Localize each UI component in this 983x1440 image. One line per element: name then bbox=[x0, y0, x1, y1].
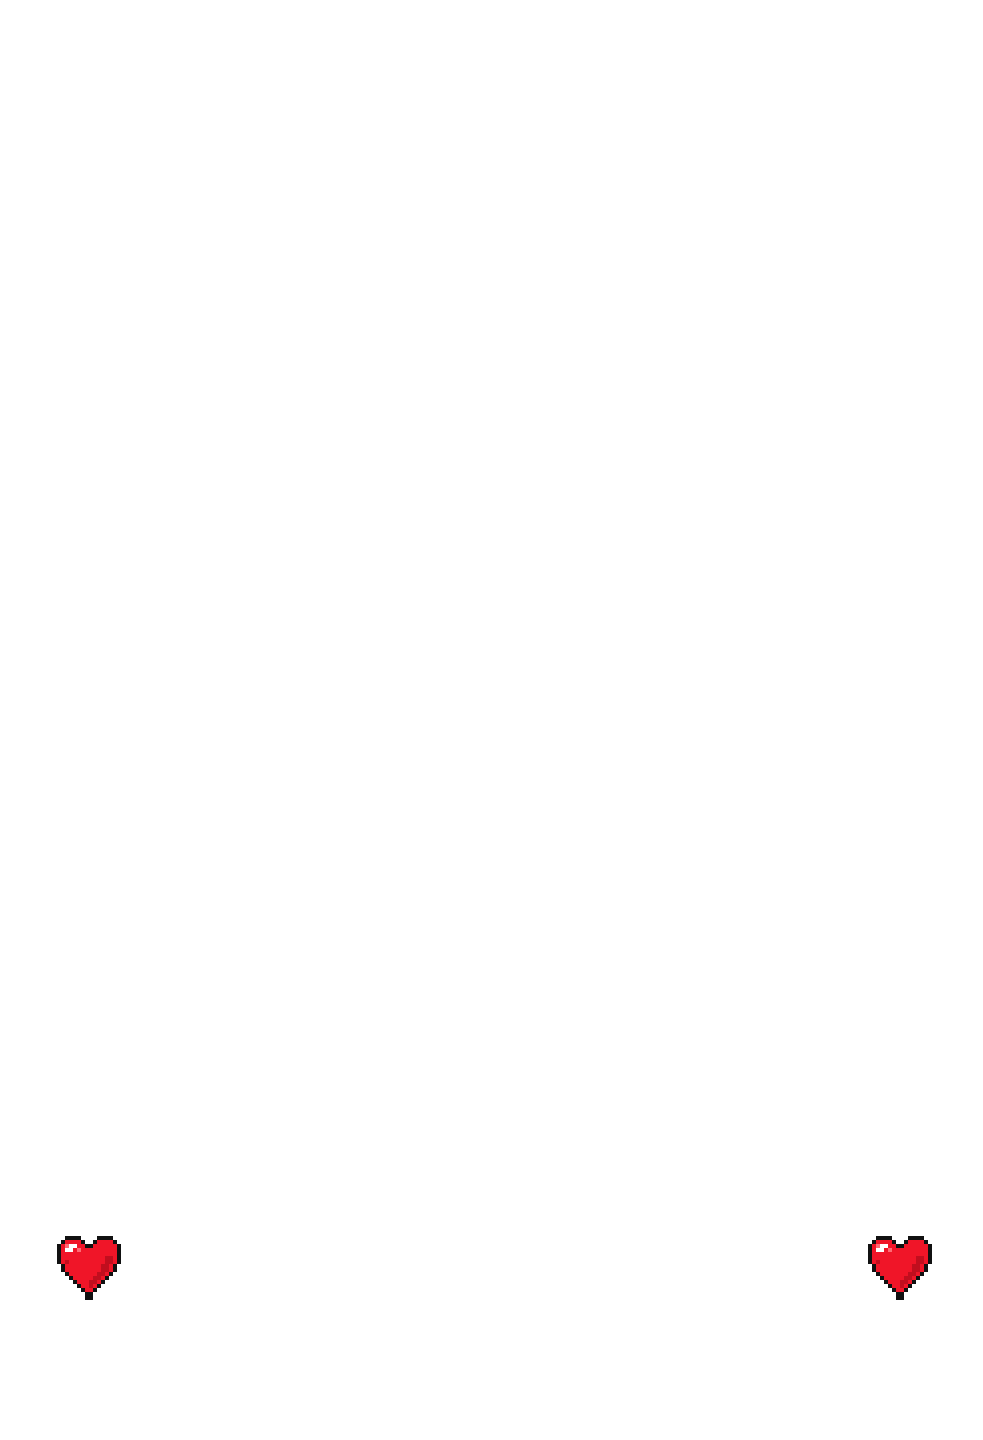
pixel-heart-icon bbox=[868, 1236, 932, 1300]
life-heart-right-icon bbox=[868, 1236, 932, 1300]
pixel-heart-icon bbox=[57, 1236, 121, 1300]
life-heart-left-icon bbox=[57, 1236, 121, 1300]
